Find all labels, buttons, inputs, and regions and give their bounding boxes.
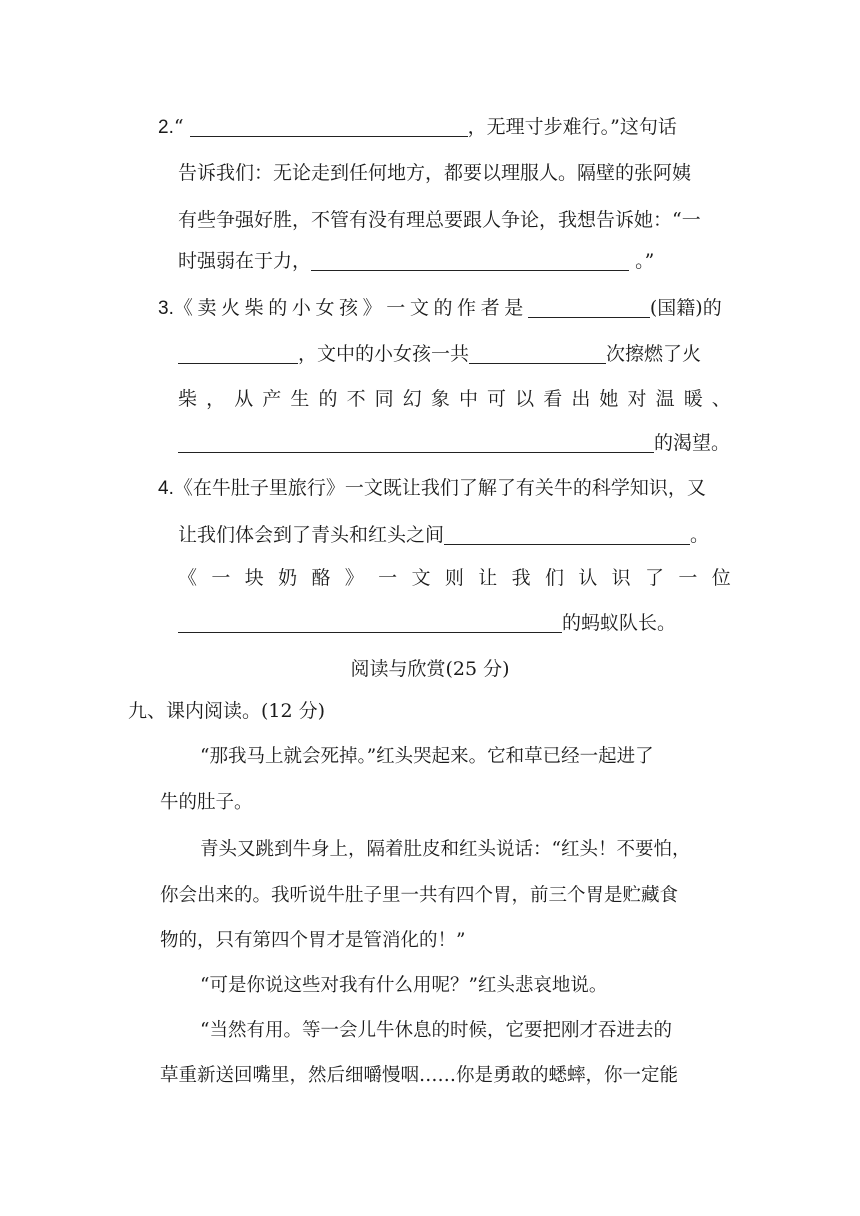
text-char: 同 [374,388,394,410]
question-text: 。” [635,250,655,272]
text-char: 识 [611,567,631,589]
question-3-line-2 [178,331,701,377]
question-2-line-1 [158,104,677,150]
text-char: 文 [411,567,431,589]
text-char: 看 [543,388,563,410]
open-quote: “ [173,116,184,138]
text-char: 中 [458,388,478,410]
question-3-line-1 [158,285,722,331]
text-char: 柴 [178,388,198,410]
text-char: ， [206,388,226,410]
question-text: 的蚂蚁队长。 [562,612,677,634]
question-text: 次擦燃了火 [606,343,702,365]
question-text: 的渴望。 [654,432,731,454]
text-char: 《 [178,567,198,589]
text-char: 我 [511,567,531,589]
question-number: 3. [158,298,174,319]
text-char: 以 [515,388,535,410]
passage-line: 你会出来的。我听说牛肚子里一共有四个胃，前三个胃是贮藏食 [160,885,679,906]
question-text: 《卖火柴的小女孩》一文的作者是 [173,297,528,319]
answer-blank[interactable] [528,290,650,318]
text-char: 奶 [278,567,298,589]
text-char: 出 [571,388,591,410]
text-char: 对 [627,388,647,410]
text-char: 可 [487,388,507,410]
text-char: 酪 [311,567,331,589]
answer-blank[interactable] [469,336,606,364]
text-char: 让 [478,567,498,589]
text-char: 幻 [402,388,422,410]
question-4-line-2 [178,512,709,558]
question-number: 4. [158,478,174,499]
text-char: 暖 [683,388,703,410]
section-title: 阅读与欣赏(25 分) [350,658,510,680]
question-text: 《在牛肚子里旅行》一文既让我们了解了有关牛的科学知识，又 [173,477,706,499]
text-char: 不 [346,388,366,410]
passage-line: 牛的肚子。 [160,792,253,813]
text-char: 们 [544,567,564,589]
passage-line: 青头又跳到牛身上，隔着肚皮和红头说话：“红头！不要怕， [200,839,691,860]
text-char: 温 [655,388,675,410]
passage-line: “可是你说这些对我有什么用呢？”红头悲哀地说。 [200,975,608,996]
text-char: 一 [378,567,398,589]
question-score: (12 分) [261,700,326,722]
passage-line: 物的，只有第四个胃才是管消化的！” [160,930,466,951]
text-char: 的 [318,388,338,410]
question-text: ，无理寸步难行。”这句话 [467,116,677,138]
text-char: 、 [711,388,731,410]
text-char: 块 [244,567,264,589]
text-char: 一 [211,567,231,589]
answer-blank[interactable] [444,517,690,545]
question-text: 时强弱在于力， [178,250,312,272]
answer-blank[interactable] [190,109,468,137]
passage-line: “那我马上就会死掉。”红头哭起来。它和草已经一起进了 [200,746,654,767]
question-9-heading [128,688,325,734]
question-2-line-4 [178,238,654,284]
text-char: 一 [678,567,698,589]
question-3-line-4 [178,420,730,466]
text-char: 象 [430,388,450,410]
answer-blank[interactable] [178,425,654,453]
text-char: 》 [344,567,364,589]
question-3-line-3 [178,376,731,422]
question-2-line-2: 告诉我们：无论走到任何地方，都要以理服人。隔壁的张阿姨 [178,162,692,184]
question-4-line-1 [158,465,706,511]
question-2-line-3: 有些争强好胜，不管有没有理总要跟人争论，我想告诉她：“一 [178,209,701,231]
passage-line: “当然有用。等一会儿牛休息的时候，它要把刚才吞进去的 [200,1020,672,1041]
question-text: 。 [690,524,710,546]
answer-blank[interactable] [311,243,629,271]
question-number: 2. [158,117,174,138]
question-text: 让我们体会到了青头和红头之间 [178,524,445,546]
text-char: 位 [711,567,731,589]
answer-blank[interactable] [178,605,562,633]
answer-blank[interactable] [178,336,298,364]
text-char: 从 [234,388,254,410]
question-heading: 九、课内阅读。 [128,700,262,722]
question-4-line-4 [178,600,676,646]
question-text: ，文中的小女孩一共 [298,343,470,365]
passage-line: 草重新送回嘴里，然后细嚼慢咽……你是勇敢的蟋蟀，你一定能 [160,1065,679,1086]
text-char: 她 [599,388,619,410]
text-char: 则 [444,567,464,589]
text-char: 了 [645,567,665,589]
question-4-line-3 [178,555,731,601]
question-text: (国籍)的 [649,297,722,319]
text-char: 认 [578,567,598,589]
text-char: 生 [290,388,310,410]
text-char: 产 [262,388,282,410]
